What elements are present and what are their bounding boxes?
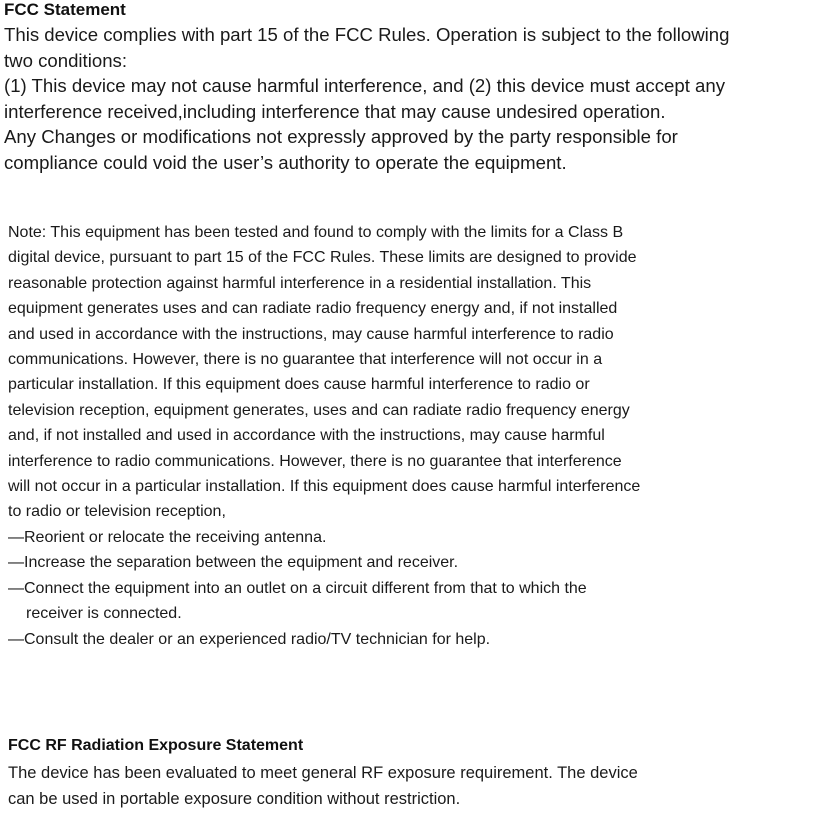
note-paragraph bbox=[8, 220, 808, 652]
list-item-connect-outlet: —Connect the equipment into an outlet on a circuit different from that to which the bbox=[8, 579, 587, 597]
note-line: communications. However, there is no guarantee that interference will not occur in a bbox=[8, 351, 603, 369]
list-item-increase-separation: —Increase the separation between the equipment and receiver. bbox=[8, 554, 459, 572]
note-line: equipment generates uses and can radiate radio frequency energy and, if not installed bbox=[8, 300, 618, 318]
fcc-statement-line: (1) This device may not cause harmful interference, and (2) this device must accept any bbox=[4, 75, 726, 96]
note-line: will not occur in a particular installation. If this equipment does cause harmful interference bbox=[8, 478, 641, 496]
fcc-statement-line: compliance could void the user’s authority to operate the equipment. bbox=[4, 151, 567, 173]
rf-exposure-title: FCC RF Radiation Exposure Statement bbox=[8, 737, 304, 754]
note-line: television reception, equipment generates, uses and can radiate radio frequency energy bbox=[8, 401, 630, 419]
note-line: Note: This equipment has been tested and found to comply with the limits for a Class B bbox=[8, 224, 624, 241]
fcc-statement-line: interference received,including interference that may cause undesired operation. bbox=[4, 100, 666, 122]
rf-exposure-line: The device has been evaluated to meet general RF exposure requirement. The device bbox=[8, 764, 638, 782]
list-item-consult-dealer: —Consult the dealer or an experienced radio/TV technician for help. bbox=[8, 630, 491, 648]
note-line: reasonable protection against harmful interference in a residential installation. This bbox=[8, 274, 592, 292]
rf-exposure-line: can be used in portable exposure condition without restriction. bbox=[8, 790, 461, 808]
fcc-statement-line: This device complies with part 15 of the FCC Rules. Operation is subject to the following bbox=[4, 24, 730, 45]
note-line: particular installation. If this equipment does cause harmful interference to radio or bbox=[8, 376, 590, 394]
note-line: and used in accordance with the instructions, may cause harmful interference to radio bbox=[8, 325, 614, 343]
list-item-connect-outlet-continued: receiver is connected. bbox=[26, 605, 182, 623]
fcc-statement-body bbox=[4, 22, 812, 175]
fcc-statement-line: two conditions: bbox=[4, 49, 127, 71]
note-line: and, if not installed and used in accordance with the instructions, may cause harmful bbox=[8, 427, 605, 445]
note-line: interference to radio communications. However, there is no guarantee that interference bbox=[8, 452, 622, 470]
note-line: digital device, pursuant to part 15 of the FCC Rules. These limits are designed to provide bbox=[8, 249, 637, 267]
note-line: to radio or television reception, bbox=[8, 503, 226, 521]
rf-exposure-body bbox=[8, 760, 808, 812]
fcc-statement-title: FCC Statement bbox=[4, 0, 126, 19]
fcc-statement-line: Any Changes or modifications not expressly approved by the party responsible for bbox=[4, 126, 678, 147]
list-item-reorient: —Reorient or relocate the receiving antenna. bbox=[8, 528, 327, 546]
